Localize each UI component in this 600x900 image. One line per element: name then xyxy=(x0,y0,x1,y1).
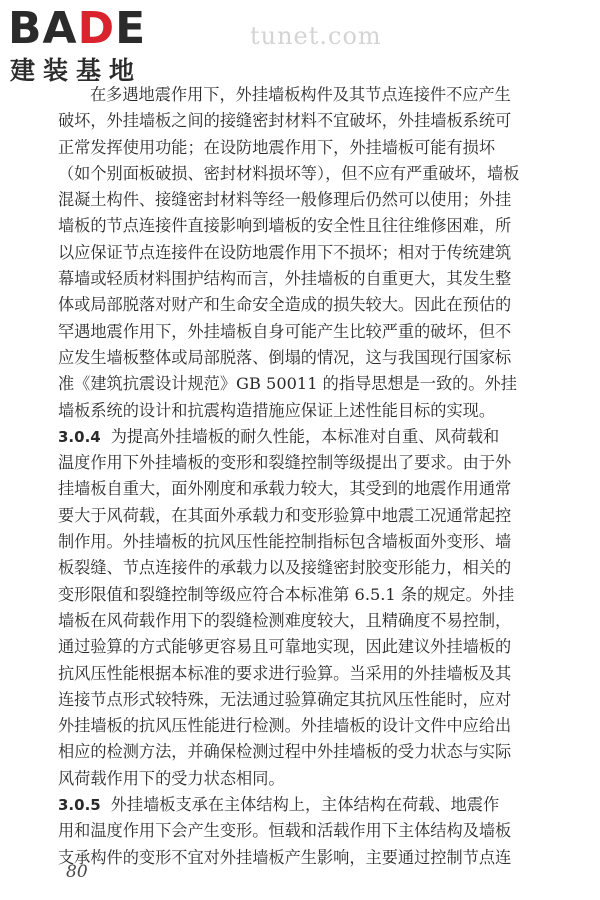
logo-chinese-text: 建装基地 xyxy=(10,56,143,85)
bade-logo xyxy=(6,4,176,88)
text-line: 罕遇地震作用下，外挂墙板自身可能产生比较严重的破坏，但不 xyxy=(58,321,512,341)
text-line: 3.0.4 为提高外挂墙板的耐久性能，本标准对自重、风荷载和 xyxy=(58,426,500,446)
text-line: 准《建筑抗震设计规范》GB 50011 的指导思想是一致的。外挂 xyxy=(58,374,517,394)
text-line: 正常发挥使用功能；在设防地震作用下，外挂墙板可能有损坏 xyxy=(58,137,496,157)
text-line: 支承构件的变形不宜对外挂墙板产生影响，主要通过控制节点连 xyxy=(58,847,512,867)
section-number: 3.0.4 xyxy=(58,427,101,446)
text-line: 墙板的节点连接件直接影响到墙板的安全性且往往维修困难，所 xyxy=(58,216,512,236)
text-line: 外挂墙板的抗风压性能进行检测。外挂墙板的设计文件中应给出 xyxy=(58,716,512,736)
body-text xyxy=(58,82,568,871)
paragraph xyxy=(58,792,568,871)
text-line: 板裂缝、节点连接件的承载力以及接缝密封胶变形能力，相关的 xyxy=(58,558,512,578)
text-line: 混凝土构件、接缝密封材料等经一般修理后仍然可以使用；外挂 xyxy=(58,190,512,210)
text-line: 幕墙或轻质材料围护结构而言，外挂墙板的自重更大，其发生整 xyxy=(58,269,512,289)
paragraph xyxy=(58,424,568,792)
text-line: 温度作用下外挂墙板的变形和裂缝控制等级提出了要求。由于外 xyxy=(58,453,512,473)
page-number: 80 xyxy=(66,862,88,882)
text-line: 通过验算的方式能够更容易且可靠地实现，因此建议外挂墙板的 xyxy=(58,637,512,657)
text-line: 在多遇地震作用下，外挂墙板构件及其节点连接件不应产生 xyxy=(90,85,511,104)
text-line: 抗风压性能根据本标准的要求进行验算。当采用的外挂墙板及其 xyxy=(58,663,512,683)
paragraph xyxy=(58,82,568,424)
text-line: 要大于风荷载，在其面外承载力和变形验算中地震工况通常起控 xyxy=(58,505,512,525)
text-line: 用和温度作用下会产生变形。恒载和活载作用下主体结构及墙板 xyxy=(58,821,512,841)
text-line: 变形限值和裂缝控制等级应符合本标准第 6.5.1 条的规定。外挂 xyxy=(58,584,515,604)
section-number: 3.0.5 xyxy=(58,796,101,815)
text-line: 连接节点形式较特殊，无法通过验算确定其抗风压性能时，应对 xyxy=(58,689,512,709)
text-line: 相应的检测方法，并确保检测过程中外挂墙板的受力状态与实际 xyxy=(58,742,512,762)
text-line: 风荷载作用下的受力状态相同。 xyxy=(58,768,285,788)
watermark-url: tunet.com xyxy=(250,22,382,50)
text-line: 破坏，外挂墙板之间的接缝密封材料不宜破坏，外挂墙板系统可 xyxy=(58,111,512,131)
text-line: 制作用。外挂墙板的抗风压性能控制指标包含墙板面外变形、墙 xyxy=(58,532,512,552)
text-line: 墙板在风荷载作用下的裂缝检测难度较大，且精确度不易控制， xyxy=(58,610,512,630)
text-line: 体或局部脱落对财产和生命安全造成的损失较大。因此在预估的 xyxy=(58,295,512,315)
text-line: 墙板系统的设计和抗震构造措施应保证上述性能目标的实现。 xyxy=(58,400,496,420)
text-line: 以应保证节点连接件在设防地震作用下不损坏；相对于传统建筑 xyxy=(58,242,512,262)
text-line: 应发生墙板整体或局部脱落、倒塌的情况，这与我国现行国家标 xyxy=(58,347,512,367)
text-line: （如个别面板破损、密封材料损坏等），但不应有严重破坏，墙板 xyxy=(58,163,520,183)
text-line: 挂墙板自重大，面外刚度和承载力较大，其受到的地震作用通常 xyxy=(58,479,512,499)
text-line: 3.0.5 外挂墙板支承在主体结构上，主体结构在荷载、地震作 xyxy=(58,795,500,815)
logo-wordmark: BADE xyxy=(8,3,147,54)
